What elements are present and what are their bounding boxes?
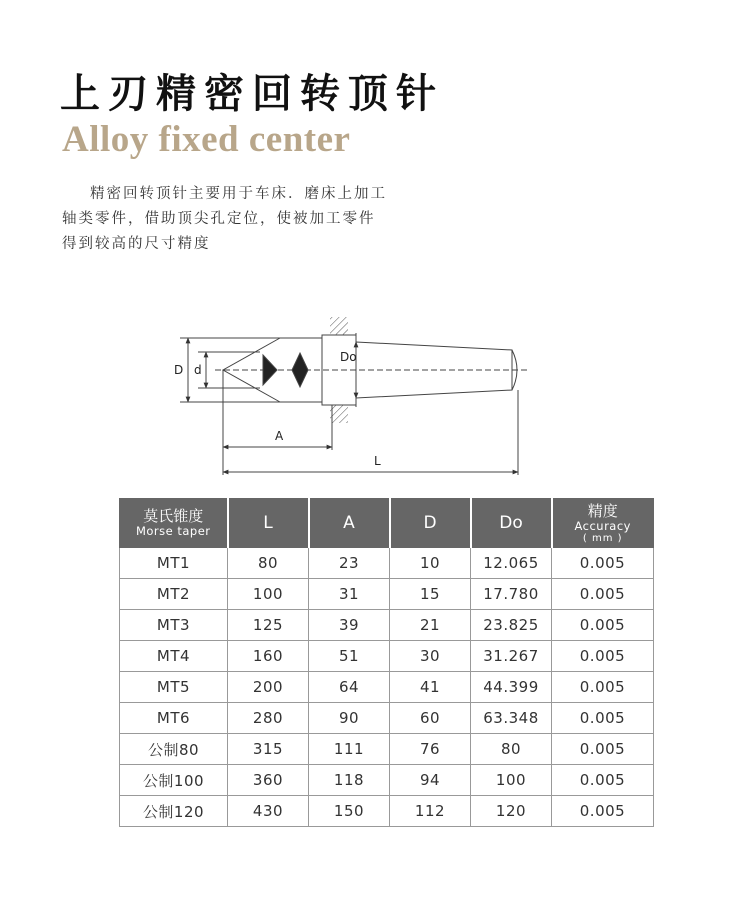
cell-A: 51 [309,641,390,672]
header-A: A [309,499,390,548]
cell-model: 公制100 [120,765,228,796]
cell-D: 76 [390,734,471,765]
header-unit: ( mm ) [582,532,623,544]
cell-Do: 12.065 [471,548,552,579]
cell-A: 111 [309,734,390,765]
cell-Do: 120 [471,796,552,827]
description-line: 精密回转顶针主要用于车床．磨床上加工 [90,186,387,202]
dim-label-D: D [174,363,184,377]
description [62,182,442,257]
page-title-en: Alloy fixed center [62,119,351,160]
table-row [120,548,654,579]
header-D: D [390,499,471,548]
cell-L: 430 [228,796,309,827]
page-title-cn: 上刃精密回转顶针 [60,71,444,117]
cell-D: 10 [390,548,471,579]
cell-accuracy: 0.005 [552,703,654,734]
cell-Do: 44.399 [471,672,552,703]
cell-L: 100 [228,579,309,610]
cell-A: 118 [309,765,390,796]
cell-L: 315 [228,734,309,765]
cell-D: 94 [390,765,471,796]
cell-accuracy: 0.005 [552,765,654,796]
cell-D: 60 [390,703,471,734]
dim-label-L: L [374,454,381,468]
description-line: 轴类零件，借助顶尖孔定位，使被加工零件 [62,211,376,227]
cell-model: 公制80 [120,734,228,765]
header-L: L [228,499,309,548]
cell-A: 150 [309,796,390,827]
table-row [120,672,654,703]
table-row [120,765,654,796]
cell-accuracy: 0.005 [552,579,654,610]
table-row [120,796,654,827]
cell-D: 15 [390,579,471,610]
cell-A: 31 [309,579,390,610]
cell-model: MT4 [120,641,228,672]
dim-label-d: d [194,363,202,377]
header-Do: Do [471,499,552,548]
table-row [120,610,654,641]
cell-accuracy: 0.005 [552,548,654,579]
cell-accuracy: 0.005 [552,641,654,672]
table-row [120,703,654,734]
description-line: 得到较高的尺寸精度 [62,236,211,252]
cell-accuracy: 0.005 [552,610,654,641]
table-row [120,579,654,610]
header-en: Accuracy [574,518,631,533]
header-en: Morse taper [135,524,211,538]
table-row [120,641,654,672]
cell-model: MT5 [120,672,228,703]
cell-model: MT3 [120,610,228,641]
header-morse-taper [120,499,228,548]
cell-Do: 17.780 [471,579,552,610]
cell-L: 360 [228,765,309,796]
cell-accuracy: 0.005 [552,796,654,827]
cell-Do: 80 [471,734,552,765]
cell-L: 200 [228,672,309,703]
cell-Do: 23.825 [471,610,552,641]
cell-D: 30 [390,641,471,672]
cell-A: 90 [309,703,390,734]
cell-model: 公制120 [120,796,228,827]
spec-table [119,498,654,827]
cell-D: 112 [390,796,471,827]
cell-L: 280 [228,703,309,734]
cell-A: 39 [309,610,390,641]
cell-L: 160 [228,641,309,672]
cell-model: MT2 [120,579,228,610]
cell-A: 23 [309,548,390,579]
cell-D: 41 [390,672,471,703]
cell-Do: 100 [471,765,552,796]
table-row [120,734,654,765]
header-cn: 莫氏锥度 [143,507,204,525]
cell-accuracy: 0.005 [552,734,654,765]
table-header-row [120,499,654,548]
cell-model: MT1 [120,548,228,579]
cell-Do: 63.348 [471,703,552,734]
cell-A: 64 [309,672,390,703]
cell-L: 125 [228,610,309,641]
dim-label-Do: Do [340,350,357,364]
cell-accuracy: 0.005 [552,672,654,703]
cell-D: 21 [390,610,471,641]
header-cn: 精度 [587,501,618,520]
cell-Do: 31.267 [471,641,552,672]
cell-L: 80 [228,548,309,579]
header-accuracy [552,499,654,548]
center-diagram [160,305,540,485]
dim-label-A: A [275,429,284,443]
cell-model: MT6 [120,703,228,734]
